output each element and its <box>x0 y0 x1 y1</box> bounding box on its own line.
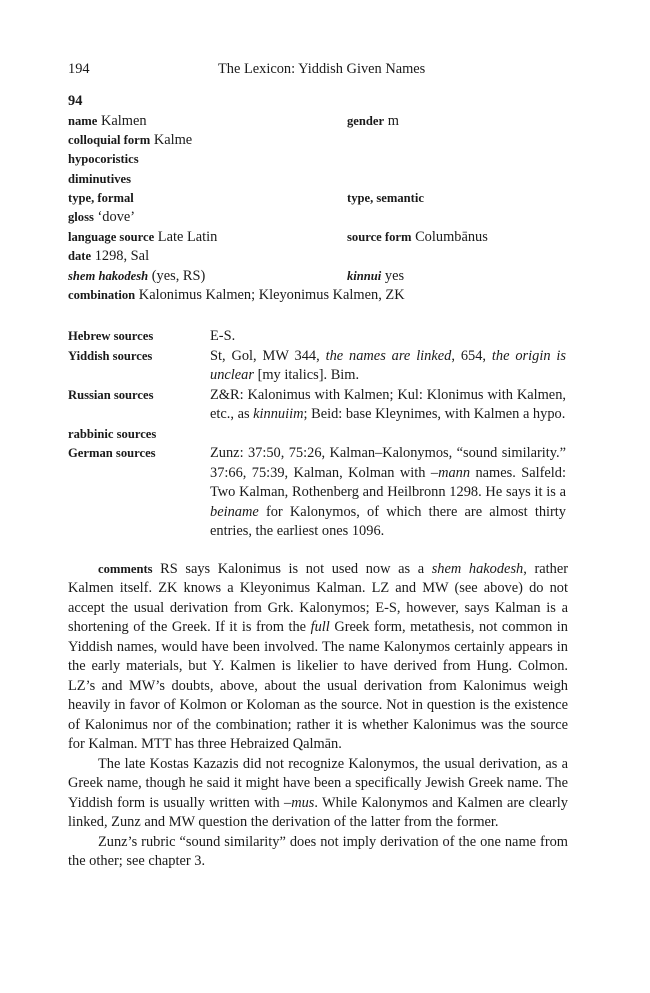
german-sources-row <box>68 444 568 542</box>
language-source-label: language source <box>68 229 155 244</box>
diminutives-label: diminutives <box>68 171 131 186</box>
field-row-name <box>68 112 568 131</box>
field-row-date <box>68 247 568 266</box>
comments-p1-text-3: , rather Kalmen itself. ZK knows a Kleyonimus Kalman. LZ and MW (see above) do not accept the usual derivation from Grk. Kalonymos; E-S, however, says Kalman is a shortening of the Greek. If it is from the <box>68 560 569 636</box>
field-row-combination <box>68 286 568 305</box>
page-number: 194 <box>68 61 90 77</box>
german-sources-text <box>210 444 566 542</box>
comments-paragraph-1 <box>68 560 568 755</box>
name-label: name <box>68 113 98 128</box>
comments-p1-text-5: Greek form, metathesis, not common in Yiddish names, would have been involved. The name Kalonymos certainly appears in the early materials, but Y. Kalmen is likelier to have derived from Hung. Colmon. LZ’s and MW’s doubts, above, about the usual derivation from Kalonimus weigh heavily in favor of Kolmon or Koloman as the source. Not in question is the existence of Kalonimus nor of the combination; rather it is whether Kalonimus was the source for Kalman. MTT has three Hebraized Qalmān. <box>68 619 568 753</box>
field-row-shem <box>68 267 568 286</box>
german-sources-label: German sources <box>68 446 156 461</box>
russian-sources-label: Russian sources <box>68 387 154 402</box>
comments-p2-text-1: The late Kostas Kazazis did not recognize Kalonymos, the usual derivation, as a Greek name, though he said it might have been a specifically Jewish Greek name. The Yiddish form is usually written with <box>68 755 568 811</box>
source-form-field <box>347 228 488 248</box>
german-text-5: for Kalonymos, of which there are almost thirty entries, the earliest ones 1096. <box>210 503 566 540</box>
sources-section <box>68 327 568 542</box>
hypocoristics-label: hypocoristics <box>68 152 139 167</box>
date-label: date <box>68 249 92 264</box>
rabbinic-sources-row <box>68 425 568 445</box>
comments-paragraph-3: Zunz’s rubric “sound similarity” does not imply derivation of the one name from the other; see chapter 3. <box>68 833 568 870</box>
yiddish-text-1: St, Gol, MW 344, <box>210 347 326 364</box>
russian-sources-row <box>68 386 568 425</box>
type-formal-label: type, formal <box>68 191 134 206</box>
yiddish-text-3: , 654, <box>451 347 492 364</box>
comments-p2-text-3: . While Kalonymos and Kalmen are clearly linked, Zunz and MW question the derivation of the latter from the former. <box>68 794 569 831</box>
source-form-label: source form <box>347 229 412 244</box>
combination-value: Kalonimus Kalmen; Kleyonimus Kalmen, ZK <box>138 287 405 304</box>
gloss-value: ‘dove’ <box>97 209 136 226</box>
running-head-title: The Lexicon: Yiddish Given Names <box>218 61 426 77</box>
comments-p1-text-4: full <box>310 619 330 636</box>
comments-p2-text-2: –mus <box>284 794 315 811</box>
rabbinic-sources-label: rabbinic sources <box>68 426 157 441</box>
source-form-value: Columbānus <box>415 228 488 245</box>
rabbinic-sources-text <box>210 425 566 445</box>
gender-field <box>347 112 399 132</box>
colloquial-label: colloquial form <box>68 132 151 147</box>
comments-paragraph-2 <box>68 755 568 833</box>
colloquial-value: Kalme <box>153 131 193 148</box>
type-semantic-field <box>347 189 424 209</box>
hebrew-sources-row <box>68 327 568 347</box>
running-head <box>68 60 568 82</box>
german-text-3: names. Salfeld: Two Kalman, Rothenberg and Heilbronn 1298. He says it is a <box>210 464 566 501</box>
yiddish-text-4: the origin is unclear <box>210 347 566 384</box>
name-value: Kalmen <box>101 112 147 129</box>
combination-label: combination <box>68 288 136 303</box>
russian-text-1: Z&R: Kalonimus with Kalmen; Kul: Klonimus with Kalmen, etc., as <box>210 386 566 423</box>
field-row-type <box>68 189 568 208</box>
type-semantic-label: type, semantic <box>347 191 424 206</box>
hebrew-sources-text: E-S. <box>210 328 236 345</box>
yiddish-sources-text <box>210 347 566 386</box>
german-text-1: Zunz: 37:50, 75:26, Kalman–Kalonymos, “sound similarity.” 37:66, 75:39, Kalman, Kolman with <box>210 445 566 481</box>
russian-text-3: ; Beid: base Kleynimes, with Kalmen a hypo. <box>303 406 566 423</box>
yiddish-text-2: the names are linked <box>325 347 452 364</box>
field-row-colloquial <box>68 131 568 150</box>
german-text-2: –mann <box>430 464 471 481</box>
german-text-4: beiname <box>210 503 259 520</box>
russian-sources-text <box>210 386 566 425</box>
hebrew-sources-label: Hebrew sources <box>68 329 154 344</box>
gloss-label: gloss <box>68 210 94 225</box>
entry-number: 94 <box>68 93 83 109</box>
yiddish-sources-label: Yiddish sources <box>68 348 153 363</box>
shem-value: (yes, RS) <box>151 267 206 284</box>
book-page <box>68 60 568 872</box>
field-row-hypocoristics <box>68 150 568 169</box>
comments-label: comments <box>98 561 153 576</box>
comments-section <box>68 560 568 872</box>
yiddish-text-5: [my italics]. Bim. <box>253 367 360 384</box>
comments-p1-text-1: RS says Kalonimus is not used now as a <box>152 560 432 577</box>
field-row-diminutives <box>68 170 568 189</box>
field-row-gloss <box>68 208 568 227</box>
kinnui-label: kinnui <box>347 268 382 283</box>
field-row-language-source <box>68 228 568 247</box>
gender-value: m <box>387 112 399 129</box>
shem-label: shem hakodesh <box>68 268 149 283</box>
language-source-value: Late Latin <box>157 228 218 245</box>
comments-p1-text-2: shem hakodesh <box>431 560 524 577</box>
russian-text-2: kinnuiim <box>253 406 304 423</box>
kinnui-value: yes <box>384 267 405 284</box>
kinnui-field <box>347 267 404 287</box>
gender-label: gender <box>347 113 385 128</box>
date-value: 1298, Sal <box>94 248 150 265</box>
yiddish-sources-row <box>68 347 568 386</box>
